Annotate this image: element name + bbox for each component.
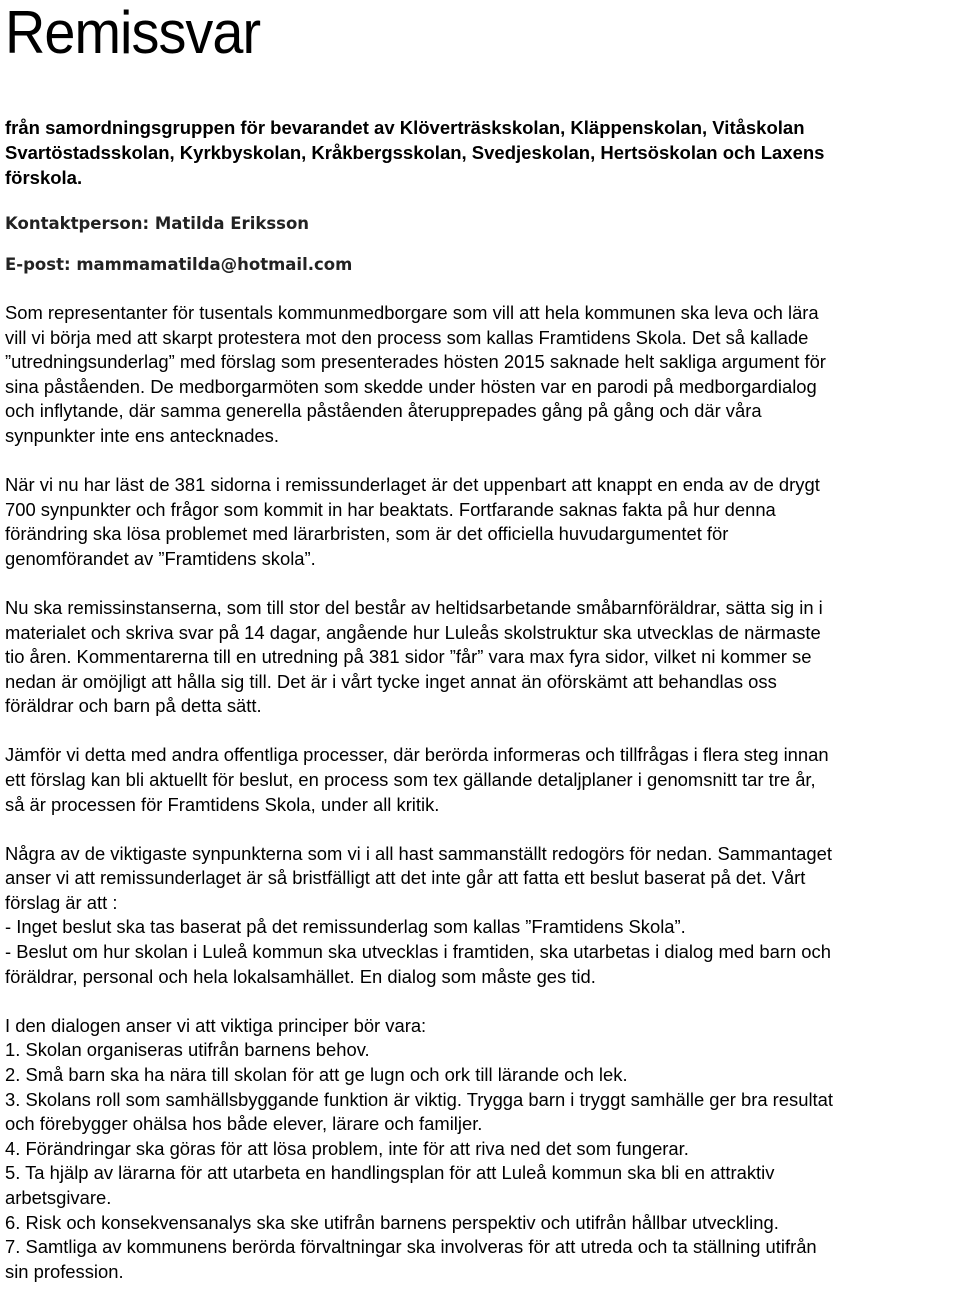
paragraph-line: materialet och skriva svar på 14 dagar, angående hur Luleås skolstruktur ska utvecklas de närmaste xyxy=(5,621,821,643)
paragraph-line: föräldrar och barn på detta sätt. xyxy=(5,695,262,717)
paragraph-line: föräldrar, personal och hela lokalsamhället. En dialog som måste ges tid. xyxy=(5,965,596,987)
paragraph-line: 700 synpunkter och frågor som kommit in har beaktats. Fortfarande saknas fakta på hur denna xyxy=(5,498,776,520)
paragraph-line: Några av de viktigaste synpunkterna som vi i all hast sammanställt redogörs för nedan. Sammantaget xyxy=(5,842,832,864)
paragraph-4 xyxy=(5,743,957,817)
list-item xyxy=(5,1235,957,1284)
list-item-line: sin profession. xyxy=(5,1260,124,1282)
paragraph-line: När vi nu har läst de 381 sidorna i remissunderlaget är det uppenbart att knappt en enda av de drygt xyxy=(5,474,820,496)
from-line xyxy=(5,115,957,190)
paragraph-line: ett förslag kan bli aktuellt för beslut, en process som tex gällande detaljplaner i genomsnitt tar tre år, xyxy=(5,769,816,790)
document-title: Remissvar xyxy=(5,0,261,66)
from-line-3: förskola. xyxy=(5,167,83,188)
list-item-line: 5. Ta hjälp av lärarna för att utarbeta en handlingsplan för att Luleå kommun ska bli en attraktiv xyxy=(5,1162,775,1184)
list-item-line: 2. Små barn ska ha nära till skolan för att ge lugn och ork till lärande och lek. xyxy=(5,1063,628,1085)
paragraph-line: genomförandet av ”Framtidens skola”. xyxy=(5,547,316,569)
list-item-line: 3. Skolans roll som samhällsbyggande funktion är viktig. Trygga barn i tryggt samhälle ger bra resultat xyxy=(5,1088,833,1110)
list-item-line: 6. Risk och konsekvensanalys ska ske utifrån barnens perspektiv och utifrån hållbar utveckling. xyxy=(5,1211,779,1233)
paragraph-line: - Inget beslut ska tas baserat på det remissunderlag som kallas ”Framtidens Skola”. xyxy=(5,916,686,938)
paragraph-line: vill vi börja med att skarpt protestera mot den process som kallas Framtidens Skola. Det så kallade xyxy=(5,326,809,348)
paragraph-1 xyxy=(5,301,957,449)
paragraph-line: och inflytande, där samma generella påståenden återupprepades gång på gång och där våra xyxy=(5,400,762,422)
paragraph-line: förslag är att : xyxy=(5,891,118,913)
paragraph-5 xyxy=(5,842,957,990)
list-item xyxy=(5,1161,957,1210)
list-item-line: och förebygger ohälsa hos både elever, lärare och familjer. xyxy=(5,1113,483,1135)
paragraph-line: synpunkter inte ens antecknades. xyxy=(5,424,279,446)
from-line-1: från samordningsgruppen för bevarandet av Klöverträskskolan, Kläppenskolan, Vitåskolan xyxy=(5,117,805,138)
paragraph-3 xyxy=(5,596,957,719)
paragraph-2 xyxy=(5,473,957,571)
paragraph-line: nedan är omöjligt att hålla sig till. Det är i vårt tycke inget annat än oförskämt att behandlas oss xyxy=(5,670,777,692)
paragraph-line: anser vi att remissunderlaget är så bristfälligt att det inte går att fatta ett beslut baserat på det. Vårt xyxy=(5,867,806,889)
paragraph-line: sina påståenden. De medborgarmöten som skedde under hösten var en parodi på medborgardialog xyxy=(5,375,817,397)
list-item-line: 7. Samtliga av kommunens berörda förvaltningar ska involveras för att utreda och ta ställning utifrån xyxy=(5,1236,817,1258)
principles-list xyxy=(5,1038,957,1284)
list-item xyxy=(5,1137,957,1162)
paragraph-line: - Beslut om hur skolan i Luleå kommun ska utvecklas i framtiden, ska utarbetas i dialog med barn och xyxy=(5,941,831,963)
paragraph-line: Nu ska remissinstanserna, som till stor del består av heltidsarbetande småbarnföräldrar, sätta sig in i xyxy=(5,596,823,618)
paragraph-line: förändring ska lösa problemet med lärarbristen, som är det officiella huvudargumentet för xyxy=(5,523,729,545)
list-item xyxy=(5,1063,957,1088)
list-item xyxy=(5,1038,957,1063)
principles-intro: I den dialogen anser vi att viktiga principer bör vara: xyxy=(5,1014,427,1036)
paragraph-line: ”utredningsunderlag” med förslag som presenterades hösten 2015 saknade helt sakliga argument för xyxy=(5,351,826,373)
principles-section xyxy=(5,1014,957,1285)
list-item xyxy=(5,1211,957,1236)
paragraph-line: så är processen för Framtidens Skola, under all kritik. xyxy=(5,793,440,815)
from-line-2: Svartöstadsskolan, Kyrkbyskolan, Kråkbergsskolan, Svedjeskolan, Hertsöskolan och Laxens xyxy=(5,142,825,163)
list-item-line: arbetsgivare. xyxy=(5,1186,112,1208)
list-item-line: 1. Skolan organiseras utifrån barnens behov. xyxy=(5,1039,370,1061)
paragraph-line: Jämför vi detta med andra offentliga processer, där berörda informeras och tillfrågas i flera steg innan xyxy=(5,744,829,766)
contact-email: E-post: mammamatilda@hotmail.com xyxy=(5,255,353,274)
contact-person: Kontaktperson: Matilda Eriksson xyxy=(5,214,310,233)
list-item xyxy=(5,1088,957,1137)
paragraph-line: tio åren. Kommentarerna till en utredning på 381 sidor ”får” vara max fyra sidor, vilket ni kommer se xyxy=(5,646,812,668)
list-item-line: 4. Förändringar ska göras för att lösa problem, inte för att riva ned det som fungerar. xyxy=(5,1137,689,1159)
paragraph-line: Som representanter för tusentals kommunmedborgare som vill att hela kommunen ska leva och lära xyxy=(5,302,819,323)
document-page xyxy=(5,0,957,1284)
